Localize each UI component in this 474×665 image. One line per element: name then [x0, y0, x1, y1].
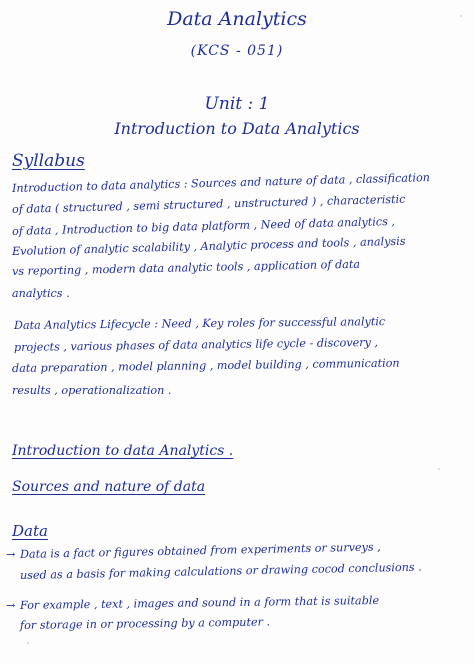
lifecycle-line: results , operationalization .: [12, 384, 172, 397]
unit-title: Introduction to Data Analytics: [114, 119, 360, 138]
bullet-line: for storage in or processing by a computer .: [19, 615, 271, 632]
course-code: (KCS - 051): [190, 43, 284, 59]
lifecycle-line: data preparation , model planning , model building , communication: [11, 356, 400, 375]
page-title: Data Analytics: [167, 8, 307, 30]
bullet-line: For example , text , images and sound in a form that is suitable: [19, 593, 380, 612]
unit-number: Unit : 1: [204, 94, 270, 114]
scan-speck: [460, 15, 462, 17]
bullet-arrow-icon: →: [6, 548, 16, 561]
syllabus-line: of data ( structured , semi structured , unstructured ) , characteristic: [11, 192, 406, 216]
section-subheading: Sources and nature of data: [12, 479, 206, 495]
syllabus-line: of data , Introduction to big data platform , Need of data analytics ,: [11, 214, 396, 238]
bullet-line: used as a basis for making calculations or drawing cocod conclusions .: [19, 560, 422, 582]
syllabus-line: Introduction to data analytics : Sources and nature of data , classification: [11, 171, 431, 195]
syllabus-line: Evolution of analytic scalability , Analytic process and tools , analysis: [11, 234, 406, 258]
bullet-line: Data is a fact or figures obtained from experiments or surveys ,: [19, 540, 381, 561]
lifecycle-line: Data Analytics Lifecycle : Need , Key roles for successful analytic: [13, 315, 386, 332]
syllabus-line: analytics .: [12, 287, 70, 300]
syllabus-heading: Syllabus: [12, 151, 85, 171]
lifecycle-line: projects , various phases of data analytics life cycle - discovery ,: [13, 335, 379, 354]
scan-speck: [438, 468, 440, 470]
data-heading: Data: [12, 522, 48, 540]
section-heading: Introduction to data Analytics .: [12, 443, 234, 459]
syllabus-line: vs reporting , modern data analytic tools , application of data: [11, 257, 361, 278]
scan-speck: [27, 642, 29, 644]
bullet-arrow-icon: →: [6, 599, 16, 612]
